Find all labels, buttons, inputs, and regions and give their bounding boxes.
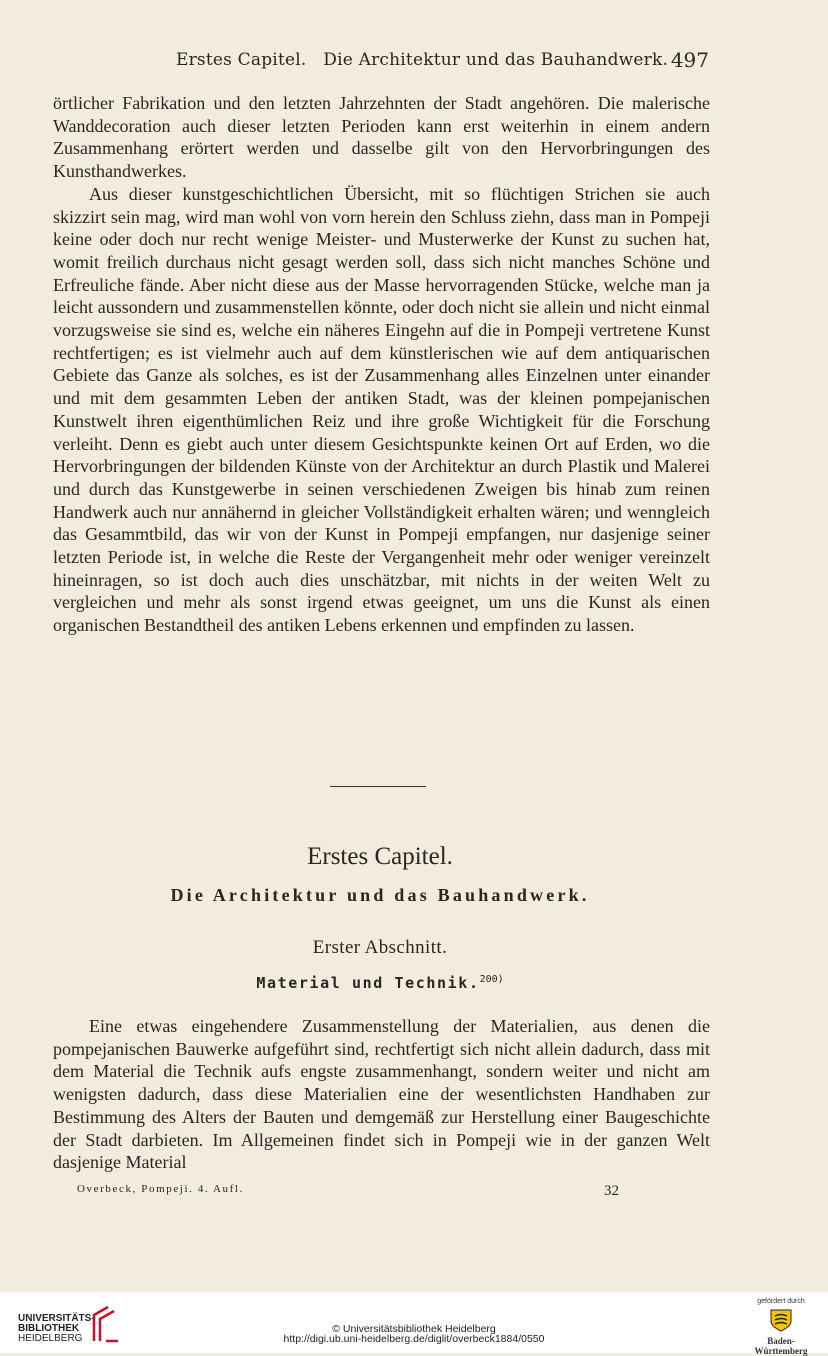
copyright-text: © Universitätsbibliothek Heidelberg [332, 1323, 496, 1335]
paragraph: örtlicher Fabrikation und den letzten Jahrzehnten der Stadt angehören. Die malerische Wanddecoration auch dieser letzten Perioden kann erst weiterhin in einem andern Zusammenhang erörtert werden und dasselbe gilt von den Hervorbringungen des Kunsthandwerkes. [53, 93, 710, 182]
bottom-bar [0, 1292, 828, 1356]
library-name-line: UNIVERSITÄTS- [18, 1313, 95, 1324]
body-text [53, 92, 710, 637]
section-body-text [53, 1015, 710, 1174]
paragraph: Eine etwas eingehendere Zusammenstellung der Materialien, aus denen die pompejanischen Bauwerke aufgeführt sind, rechtfertigt sich nicht allein dadurch, dass mit dem Material die Technik aufs engste zusammenhangt, sondern weiter und nicht am wenigsten dadurch, dass diese Materialien eine der wesentlichsten Handhaben zur Bestimmung des Alters der Bauten und demgemäß zur Herstellung einer Baugeschichte der Stadt darbieten. Im Allgemeinen findet sich in Pompeji wie in der ganzen Welt dasjenige Material [53, 1016, 710, 1173]
section-title: Erster Abschnitt. [312, 937, 448, 958]
sponsor-block[interactable] [742, 1298, 820, 1356]
copyright-block [0, 1324, 828, 1344]
running-header-title: Erstes Capitel. Die Architektur und das Bauhandwerk. [176, 50, 669, 70]
library-name-line: HEIDELBERG [18, 1333, 83, 1344]
chapter-subtitle: Die Architektur und das Bauhandwerk. [170, 885, 590, 905]
section-subtitle [0, 974, 760, 992]
state-crest-icon [767, 1307, 795, 1333]
sponsor-name: Baden-Württemberg [754, 1336, 808, 1356]
paragraph: Aus dieser kunstgeschichtlichen Übersicht, mit so flüchtigen Strichen sie auch skizzirt sein mag, wird man wohl von vorn herein den Schluss ziehn, dass man in Pompeji keine oder doch nur recht wenige Meister- und Musterwerke der Kunst zu suchen hat, womit freilich durchaus nicht gesagt werden soll, dass sich nicht manches Schöne und Erfreuliche fände. Aber nicht diese aus der Masse hervorragenden Stücke, welche man ja leicht aussondern und zusammenstellen könnte, oder doch nicht sie allein und nicht einmal vorzugsweise sie sind es, welche ein näheres Eingehn auf die in Pompeji vertretene Kunst rechtfertigen; es ist vielmehr auch auf dem künstlerischen wie auf dem antiquarischen Gebiete das Ganze als solches, es ist der Zusammenhang alles Einzelnen unter einander und mit dem gesammten Leben der antiken Stadt, was der kleinen pompejanischen Kunstwelt ihren eigenthümlichen Reiz und ihre große Wichtigkeit für die Forschung verleiht. Denn es giebt auch unter diesem Gesichtspunkte keinen Ort auf Erden, wo die Hervorbringungen der bildenden Künste von der Architektur an durch Plastik und Malerei und durch das Kunstgewerbe in seinen verschiedenen Zweigen bis hinab zum reinen Handwerk auch nur annähernd in gleicher Vollständigkeit erhalten wären; und wenngleich das Gesammtbild, das wir von der Kunst in Pompeji empfangen, nur dasjenige seiner letzten Periode ist, in welche die Reste der Vergangenheit mehr oder weniger vereinzelt hineinragen, so ist doch auch dies unschätzbar, mit nichts in der weiten Welt zu vergleichen und mehr als sonst irgend etwas geeignet, um uns die Kunst als einen organischen Bestandtheil des antiken Lebens erkennen und empfinden zu lassen. [53, 183, 710, 636]
section-divider [330, 786, 426, 787]
library-name-line: BIBLIOTHEK [18, 1323, 80, 1334]
footer-signature: 32 [604, 1183, 619, 1199]
chapter-title: Erstes Capitel. [307, 843, 453, 870]
section-subtitle-text: Material und Technik. [256, 974, 480, 992]
sponsor-label: gefördert durch [757, 1298, 805, 1305]
permalink[interactable]: http://digi.ub.uni-heidelberg.de/diglit/overbeck1884/0550 [283, 1333, 545, 1345]
running-header [53, 50, 709, 76]
footer-author-title: Overbeck, Pompeji. 4. Aufl. [77, 1183, 244, 1195]
footnote-ref[interactable]: 200) [479, 974, 504, 985]
page-number: 497 [670, 48, 709, 72]
